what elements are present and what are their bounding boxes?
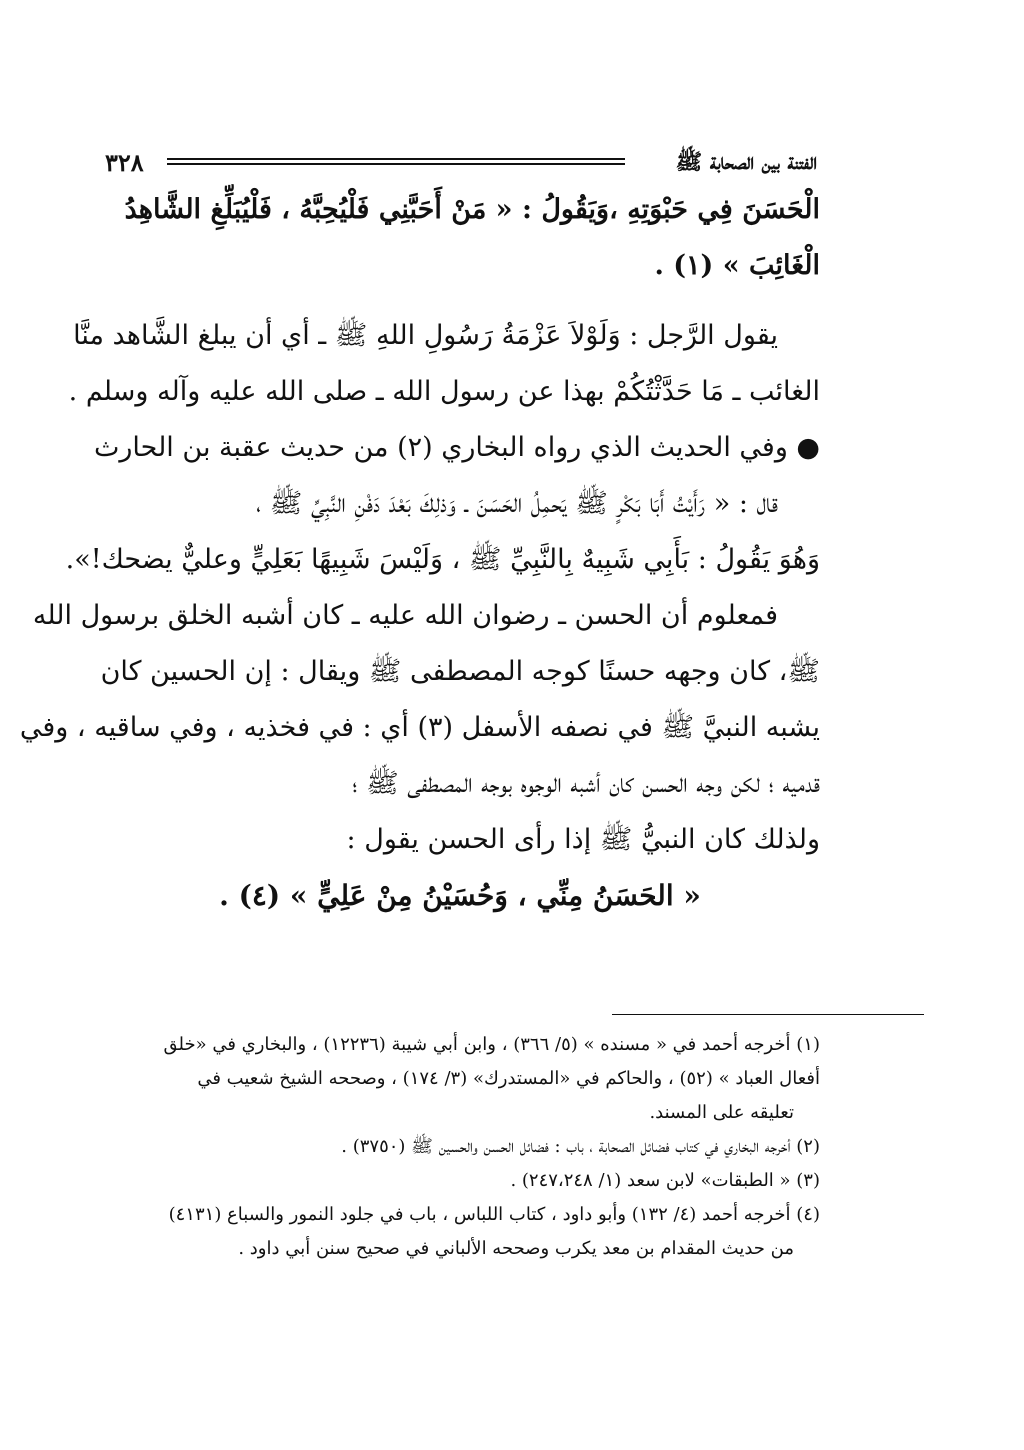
page-header — [105, 148, 817, 180]
footnote-4-line-1: (٤) أخرجه أحمد (٤/ ١٣٢) وأبو داود ، كتاب اللباس ، باب في جلود النمور والسباع (٤١٣١) — [168, 1204, 820, 1225]
text-line-7: وَهُوَ يَقُولُ : بَأَبِي شَبِيهٌ بِالنَّبِيِّ ﷺ ، وَلَيْسَ شَبِيهًا بَعَلِيٍّ وعليٌّ يضحك!». — [65, 544, 820, 575]
header-rule — [167, 158, 625, 165]
footnote-1-line-2: أفعال العباد » (٥٢) ، والحاكم في «المستدرك» (٣/ ١٧٤) ، وصححه الشيخ شعيب في — [197, 1068, 820, 1089]
text-line-3: يقول الرَّجل : وَلَوْلاَ عَزْمَةُ رَسُولِ اللهِ ﷺ ـ أي أن يبلغ الشَّاهد منَّا — [73, 320, 778, 351]
page-number: ٣٢٨ — [105, 148, 144, 177]
main-text — [19, 182, 820, 924]
paragraph-gap — [100, 294, 820, 308]
hadith-quote: « الحَسَنُ مِنِّي ، وَحُسَيْنُ مِنْ عَلِيٍّ » (٤) . — [219, 879, 701, 912]
text-line-8: فمعلوم أن الحسن ـ رضوان الله عليه ـ كان أشبه الخلق برسول الله — [32, 600, 778, 631]
text-line-9: ﷺ، كان وجهه حسنًا كوجه المصطفى ﷺ ويقال : إن الحسين كان — [100, 656, 820, 687]
text-line-4: الغائب ـ مَا حَدَّثْتُكُمْ بهذا عن رسول الله ـ صلى الله عليه وآله وسلم . — [68, 376, 820, 407]
footnote-3: (٣) « الطبقات» لابن سعد (١/ ٢٤٧،٢٤٨) . — [510, 1170, 820, 1191]
footnote-4-line-2: من حديث المقدام بن معد يكرب وصححه الألباني في صحيح سنن أبي داود . — [238, 1238, 794, 1259]
text-line-5: ● وفي الحديث الذي رواه البخاري (٢) من حديث عقبة بن الحارث — [93, 432, 820, 463]
running-title: الفتنة بين الصحابة ﷺ — [675, 149, 817, 175]
footnote-separator — [612, 1014, 924, 1015]
footnote-2: (٢) أخرجه البخاري في كتاب فضائل الصحابة ، باب : فضائل الحسن والحسين ﷺ (٣٧٥٠) . — [341, 1136, 820, 1157]
footnotes — [100, 1028, 820, 1266]
text-line-2: الْغَائِبَ » (١) . — [654, 250, 820, 281]
text-line-11: قدميه ؛ لكن وجه الحسن كان أشبه الوجوه بوجه المصطفى ﷺ ؛ — [352, 768, 820, 799]
footnote-1-line-3: تعليقه على المسند. — [649, 1102, 794, 1123]
text-line-10: يشبه النبيَّ ﷺ في نصفه الأسفل (٣) أي : في فخذيه ، وفي ساقيه ، وفي — [19, 712, 820, 743]
text-line-12: ولذلك كان النبيُّ ﷺ إذا رأى الحسن يقول : — [346, 824, 820, 855]
text-line-1: الْحَسَنَ فِي حَبْوَتِهِ ،وَيَقُولُ : « مَنْ أَحَبَّنِي فَلْيُحِبَّهُ ، فَلْيُبَلِّغِ الشَّاهِدُ — [124, 194, 820, 225]
text-line-6: قال : « رَأَيْتُ أَبَا بَكْرٍ ﷺ يَحمِلُ الحَسَنَ ـ وَذلِكَ بَعْدَ دَفْنِ النَّبِيِّ ﷺ ، — [256, 488, 778, 519]
footnote-1-line-1: (١) أخرجه أحمد في « مسنده » (٥/ ٣٦٦) ، وابن أبي شيبة (١٢٢٣٦) ، والبخاري في «خلق — [163, 1034, 820, 1055]
